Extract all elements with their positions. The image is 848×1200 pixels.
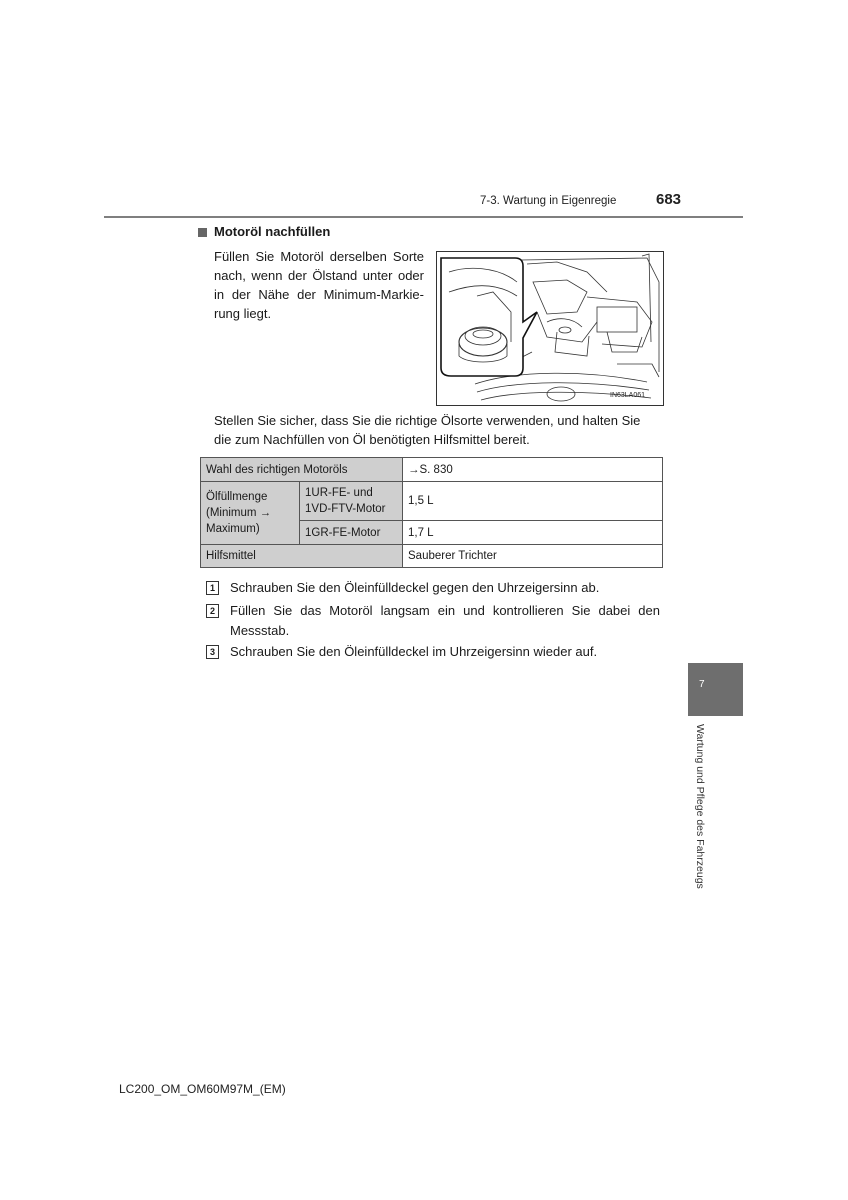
table-cell-engine: 1GR-FE-Motor	[300, 521, 403, 545]
step-item	[206, 578, 660, 598]
table-cell-value: 1,5 L	[403, 482, 663, 521]
chapter-tab-title: Wartung und Pflege des Fahrzeugs	[694, 724, 706, 889]
step-number: 1	[206, 581, 219, 595]
table-cell-label: Hilfsmittel	[201, 545, 403, 568]
chapter-tab-number: 7	[699, 679, 705, 690]
table-cell-engine: 1UR-FE- und 1VD-FTV-Motor	[300, 482, 403, 521]
header-rule	[104, 216, 743, 218]
step-item	[206, 642, 660, 662]
engine-bay-illustration	[436, 251, 664, 406]
table-row	[201, 458, 663, 482]
step-text: Schrauben Sie den Öleinfülldeckel im Uhrzeigersinn wieder auf.	[230, 644, 598, 659]
step-item	[206, 601, 660, 641]
table-cell-value: Sauberer Trichter	[403, 545, 663, 568]
header-section-title: 7-3. Wartung in Eigenregie	[480, 195, 617, 207]
step-number: 2	[206, 604, 219, 618]
engine-bay-drawing	[437, 252, 663, 405]
step-text: Schrauben Sie den Öleinfülldeckel gegen den Uhrzeigersinn ab.	[230, 580, 600, 595]
page-number: 683	[656, 191, 682, 208]
table-cell-label: Ölfüllmenge (Minimum → Maximum)	[201, 482, 300, 545]
oil-spec-table	[200, 457, 663, 568]
table-cell-value: 1,7 L	[403, 521, 663, 545]
table-cell-label: Wahl des richtigen Motoröls	[201, 458, 403, 482]
chapter-tab	[688, 663, 743, 716]
table-cell-value: →S. 830	[403, 458, 663, 482]
step-number: 3	[206, 645, 219, 659]
figure-code: IN63LA061	[610, 392, 646, 399]
table-row	[201, 482, 663, 521]
intro-paragraph: Füllen Sie Motoröl derselben Sorte nach, wenn der Ölstand unter oder in der Nähe der Minimum-Markie-rung liegt.	[214, 249, 424, 321]
section-title: Motoröl nachfüllen	[214, 224, 331, 239]
instruction-paragraph: Stellen Sie sicher, dass Sie die richtige Ölsorte verwenden, und halten Sie die zum Nachfüllen von Öl benötigten Hilfsmittel bereit.	[214, 413, 641, 447]
step-text: Füllen Sie das Motoröl langsam ein und kontrollieren Sie dabei den Messstab.	[230, 603, 660, 638]
table-row	[201, 545, 663, 568]
footer-code: LC200_OM_OM60M97M_(EM)	[119, 1082, 286, 1096]
square-bullet-icon	[198, 228, 207, 237]
